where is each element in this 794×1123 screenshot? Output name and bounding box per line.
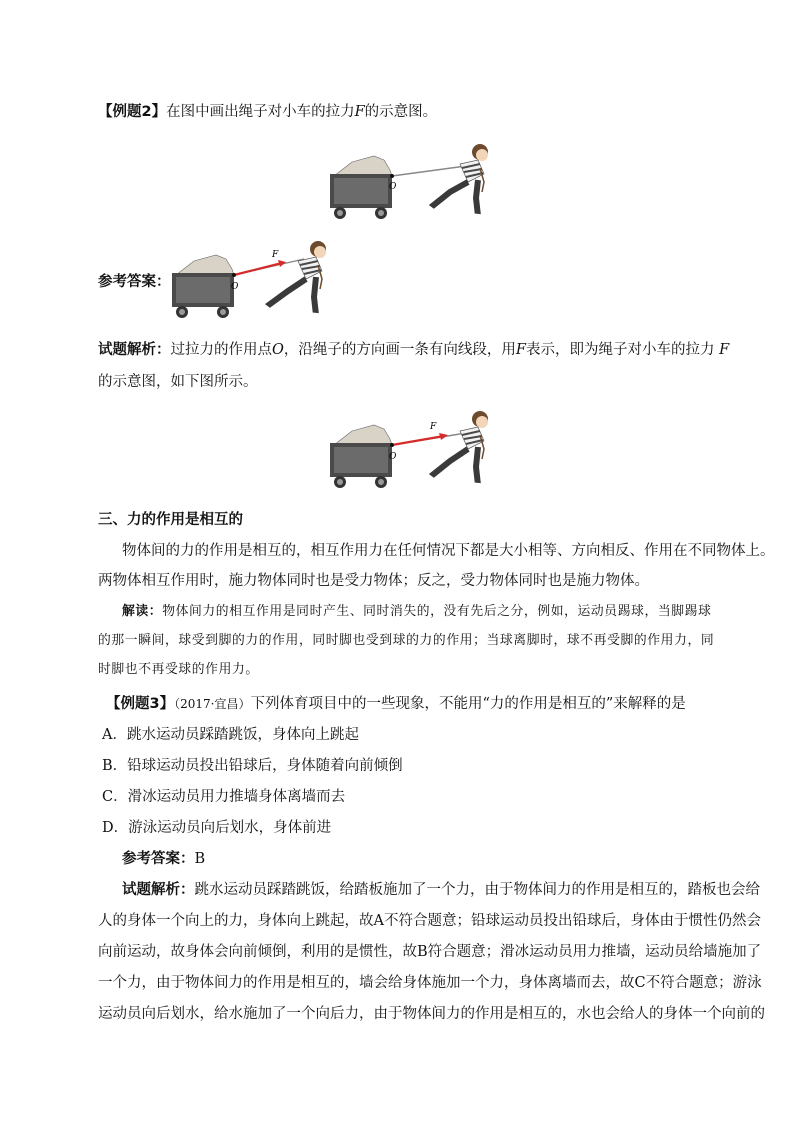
- analysis2-text-c: ，沿绳子的方向画一条有向线段，用: [283, 342, 516, 358]
- analysis3-text1: 跳水运动员踩踏跳饭，给踏板施加了一个力，由于物体间力的作用是相互的，踏板也会给: [194, 882, 760, 898]
- example2-force-var: F: [354, 104, 365, 120]
- analysis3-line3: 向前运动，故身体会向前倾倒，利用的是惯性，故B符合题意；滑冰运动员用力推墙，运动员给墙施加了: [98, 944, 762, 960]
- analysis2-var-f: F: [515, 342, 526, 358]
- force-point: [232, 273, 236, 277]
- option-d: D．游泳运动员向后划水，身体前进: [102, 820, 332, 836]
- analysis3-line2: 人的身体一个向上的力，身体向上跳起，故A不符合题意；铅球运动员投出铅球后，身体由于惯性仍然会: [98, 913, 761, 929]
- section3-para-line1: 物体间的力的作用是相互的，相互作用力在任何情况下都是大小相等、方向相反、作用在不同物体上。: [122, 543, 775, 559]
- cart-illustration: [330, 425, 392, 488]
- analysis2-var-o: O: [272, 342, 284, 358]
- example3-label: 【例题3】: [106, 696, 175, 712]
- analysis2-text-e: 表示，即为绳子对小车的拉力: [525, 342, 715, 358]
- example2-question-text: 在图中画出绳子对小车的拉力: [166, 104, 355, 120]
- cart-illustration: [172, 255, 234, 318]
- reading-line2: 的那一瞬间，球受到脚的力的作用，同时脚也受到球的力的作用；当球离脚时，球不再受脚的作用力，同: [98, 633, 715, 648]
- cart-boy-figure-2: [326, 405, 502, 491]
- analysis3-label: 试题解析：: [122, 882, 195, 898]
- example2-label: 【例题2】: [98, 104, 167, 120]
- analysis2-line2: 的示意图，如下图所示。: [98, 374, 258, 390]
- analysis2-line1: [98, 340, 730, 360]
- reading-text1: 物体间力的相互作用是同时产生、同时消失的，没有先后之分，例如，运动员踢球，当脚踢球: [162, 604, 712, 619]
- reading-line1: [122, 602, 732, 622]
- analysis2-text-a: 过拉力的作用点: [170, 342, 272, 358]
- cart-boy-figure-1: [326, 138, 502, 222]
- analysis2-label: 试题解析：: [98, 342, 171, 358]
- answer3-label: 参考答案：: [122, 851, 195, 867]
- answer2-label: 参考答案：: [98, 274, 171, 290]
- force-f-label: F: [430, 422, 437, 432]
- example3-question-text: 下列体育项目中的一些现象，不能用“力的作用是相互的”来解释的是: [250, 696, 686, 712]
- example3-question: [106, 694, 716, 714]
- cart-boy-figure-answer: [168, 235, 340, 321]
- force-arrow: [392, 436, 444, 445]
- analysis2-var-f2: F: [719, 342, 730, 358]
- reading-line3: 时脚也不再受球的作用力。: [98, 662, 259, 677]
- example2-question: [98, 102, 708, 122]
- point-o-label: O: [389, 452, 397, 462]
- force-point: [390, 443, 394, 447]
- answer3-line: [122, 849, 732, 869]
- analysis3-line5: 运动员向后划水，给水施加了一个向后力，由于物体间力的作用是相互的，水也会给人的身体一个向前的: [98, 1006, 765, 1022]
- force-point: [390, 174, 394, 178]
- point-o-label: O: [389, 182, 397, 192]
- option-a: A．跳水运动员踩踏跳饭，身体向上跳起: [102, 727, 359, 743]
- boy-illustration: [426, 144, 488, 217]
- example3-source: （2017·宜昌）: [174, 697, 251, 711]
- force-f-label: F: [272, 250, 279, 260]
- analysis3-line4: 一个力，由于物体间力的作用是相互的，墙会给身体施加一个力，身体离墙而去，故C不符合题意；游泳: [98, 975, 762, 991]
- reading-label: 解读：: [122, 604, 163, 619]
- example2-question-end: 的示意图。: [364, 104, 438, 120]
- analysis3-line1: [122, 880, 760, 900]
- cart-illustration: [330, 156, 392, 219]
- section3-para-line2: 两物体相互作用时，施力物体同时也是受力物体；反之，受力物体同时也是施力物体。: [98, 573, 649, 589]
- answer3-value: B: [194, 851, 206, 867]
- option-c: C．滑冰运动员用力推墙身体离墙而去: [102, 789, 346, 805]
- point-o-label: O: [231, 282, 239, 292]
- force-arrow: [234, 263, 282, 275]
- option-b: B．铅球运动员投出铅球后，身体随着向前倾倒: [102, 758, 403, 774]
- rope: [392, 166, 466, 176]
- section3-heading: 三、力的作用是相互的: [98, 512, 243, 528]
